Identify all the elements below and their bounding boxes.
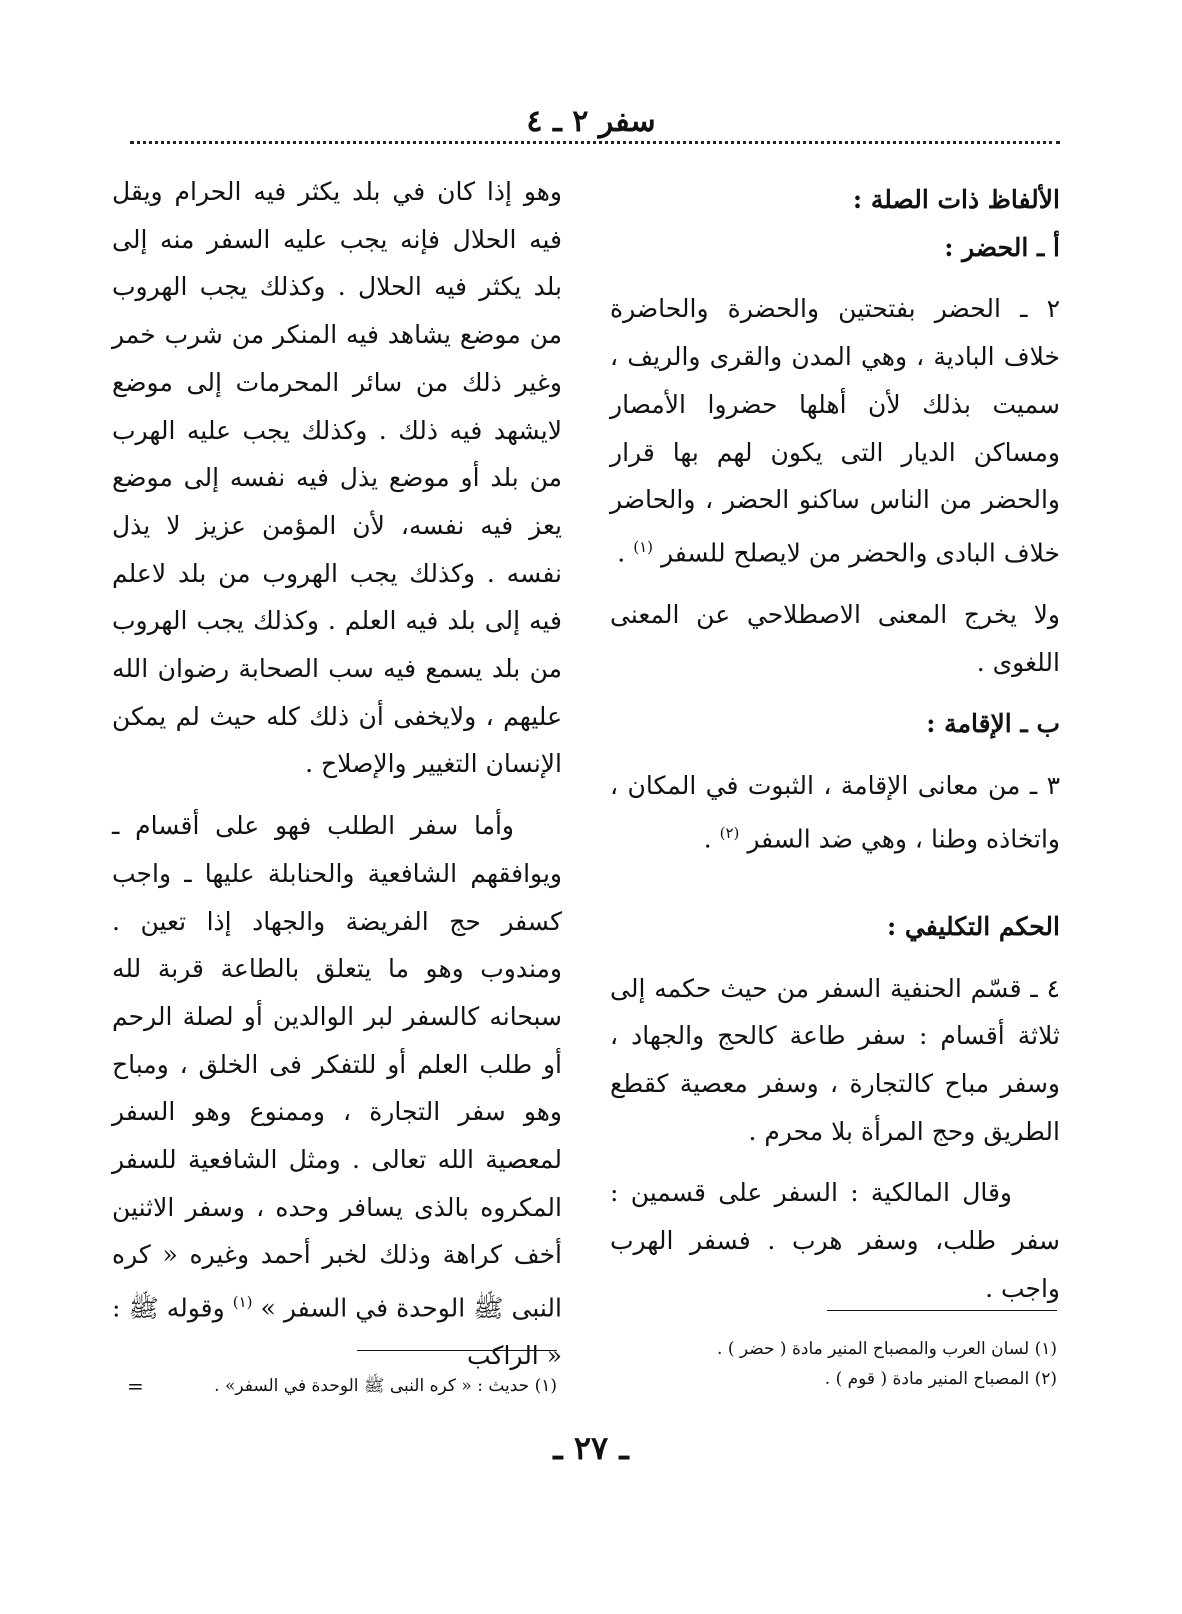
footnote-rule-right xyxy=(827,1310,1057,1311)
paragraph-3-text: ٣ ـ من معانى الإقامة ، الثبوت في المكان ، واتخاذه وطنا ، وهي ضد السفر xyxy=(610,771,1060,854)
footnote-2: (٢) المصباح المنير مادة ( قوم ) . xyxy=(824,1369,1057,1389)
left-footnote-ref-1: (١) xyxy=(232,1293,253,1312)
paragraph-2b: ولا يخرج المعنى الاصطلاحي عن المعنى اللغوى . xyxy=(610,599,1060,677)
paragraph-4b: وقال المالكية : السفر على قسمين : سفر طلب، وسفر هرب . فسفر الهرب واجب . xyxy=(610,1178,1060,1303)
paragraph-3 xyxy=(610,762,1060,863)
subheading-hadar: أ ـ الحضر : xyxy=(944,232,1060,262)
paragraph-2-text: ٢ ـ الحضر بفتحتين والحضرة والحاضرة خلاف البادية ، وهي المدن والقرى والريف ، سميت بذلك لأن أهلها حضروا الأمصار ومساكن الديار التى يكون لهم بها قرار والحضر من الناس ساكنو الحضر ، والحاضر خلاف البادى والحضر من لايصلح للسفر xyxy=(610,294,1060,568)
paragraph-4: ٤ ـ قسّم الحنفية السفر من حيث حكمه إلى ثلاثة أقسام : سفر طاعة كالحج والجهاد ، وسفر مباح كالتجارة ، وسفر معصية كقطع الطريق وحج المرأة بلا محرم . xyxy=(610,973,1060,1146)
footnote-ref-1: (١) xyxy=(633,537,653,556)
related-terms-heading: الألفاظ ذات الصلة : xyxy=(852,185,1060,214)
paragraph-3-end: . xyxy=(703,824,720,854)
footnote-rule-left xyxy=(357,1350,557,1351)
footnote-1: (١) لسان العرب والمصباح المنير مادة ( حضر ) . xyxy=(717,1339,1057,1359)
ruling-heading: الحكم التكليفي : xyxy=(887,911,1060,941)
footnotes-right xyxy=(717,1334,1057,1394)
subheading-iqama: ب ـ الإقامة : xyxy=(926,709,1060,739)
footnote-ref-2: (٢) xyxy=(719,823,740,842)
header-dotted-divider xyxy=(130,141,1060,144)
page-header: سفر ٢ ـ ٤ xyxy=(526,104,656,139)
paragraph-2-end: . xyxy=(617,538,634,568)
footnote-left: (١) حديث : « كره النبى ﷺ الوحدة في السفر» . xyxy=(214,1376,557,1396)
page-number: ـ ٢٧ ـ xyxy=(553,1429,629,1467)
left-paragraph-2-text: وأما سفر الطلب فهو على أقسام ـ ويوافقهم الشافعية والحنابلة عليها ـ واجب كسفر حج الفريضة والجهاد إذا تعين . ومندوب وهو ما يتعلق بالطاعة قربة لله سبحانه كالسفر لبر الوالدين أو لصلة الرحم أو طلب العلم أو للتفكر فى الخلق ، ومباح وهو سفر التجارة ، وممنوع وهو السفر لمعصية الله تعالى . ومثل الشافعية للسفر المكروه بالذى يسافر وحده ، وسفر الاثنين أخف كراهة وذلك لخبر أحمد وغيره « كره النبى ﷺ الوحدة في السفر » xyxy=(112,811,562,1323)
right-column xyxy=(610,176,1060,1312)
continuation-mark: = xyxy=(127,1374,144,1398)
left-paragraph-2 xyxy=(112,802,562,1380)
paragraph-2 xyxy=(610,285,1060,577)
left-column xyxy=(112,168,562,1380)
left-paragraph-2-end: وقوله ﷺ : « الراكب xyxy=(112,1293,562,1371)
left-paragraph-1: وهو إذا كان في بلد يكثر فيه الحرام ويقل فيه الحلال فإنه يجب عليه السفر منه إلى بلد يكثر فيه الحلال . وكذلك يجب الهروب من موضع يشاهد فيه المنكر من شرب خمر وغير ذلك من سائر المحرمات إلى موضع لايشهد فيه ذلك . وكذلك يجب عليه الهرب من بلد أو موضع يذل فيه نفسه إلى موضع يعز فيه نفسه، لأن المؤمن عزيز لا يذل نفسه . وكذلك يجب الهروب من بلد لاعلم فيه إلى بلد فيه العلم . وكذلك يجب الهروب من بلد يسمع فيه سب الصحابة رضوان الله عليهم ، ولايخفى أن ذلك كله حيث لم يمكن الإنسان التغيير والإصلاح . xyxy=(112,177,562,779)
